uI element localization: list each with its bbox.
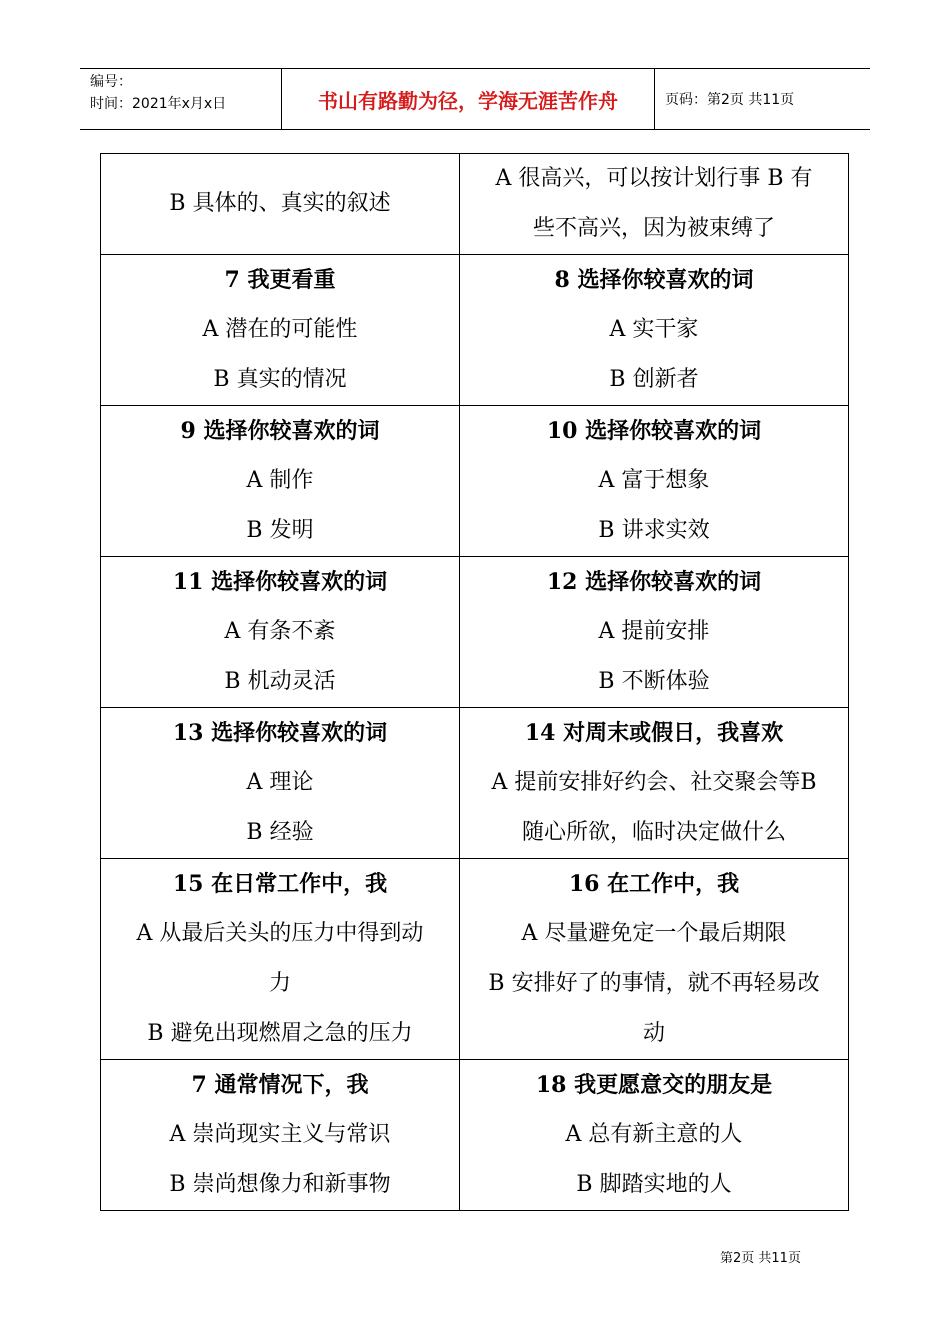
question-cell-right [460, 1060, 849, 1211]
question-title: 8 选择你较喜欢的词 [554, 267, 754, 293]
option-line: A 提前安排 [598, 619, 710, 644]
question-cell-left [101, 1060, 460, 1211]
question-cell-right [460, 255, 849, 406]
option-line: A 崇尚现实主义与常识 [169, 1122, 391, 1147]
question-title: 18 我更愿意交的朋友是 [535, 1072, 773, 1098]
question-title: 9 选择你较喜欢的词 [180, 418, 380, 444]
option-line: B 安排好了的事情，就不再轻易改 [488, 971, 820, 996]
question-title: 12 选择你较喜欢的词 [546, 569, 762, 595]
option-line: B 避免出现燃眉之急的压力 [147, 1021, 413, 1046]
question-title: 11 选择你较喜欢的词 [172, 569, 388, 595]
question-row [101, 406, 849, 557]
question-row [101, 557, 849, 708]
question-row [101, 859, 849, 1060]
option-line: B 真实的情况 [213, 367, 347, 392]
header-meta [80, 69, 282, 129]
option-line: A 实干家 [609, 317, 699, 342]
option-line: 随心所欲，临时决定做什么 [521, 820, 786, 845]
question-cell-left [101, 557, 460, 708]
motto: 书山有路勤为径，学海无涯苦作舟 [282, 69, 655, 129]
option-line: B 脚踏实地的人 [576, 1172, 732, 1197]
question-cell-right [460, 406, 849, 557]
question-title: 7 通常情况下，我 [191, 1072, 369, 1098]
option-line: A 尽量避免定一个最后期限 [521, 921, 787, 946]
question-cell-left [101, 406, 460, 557]
question-cell-right [460, 859, 849, 1060]
question-row [101, 708, 849, 859]
page-header [80, 68, 870, 130]
question-row [101, 1060, 849, 1211]
option-line: A 理论 [246, 770, 314, 795]
question-cell-right [460, 557, 849, 708]
option-line: A 潜在的可能性 [202, 317, 358, 342]
page-footer: 第2页 共11页 [720, 1251, 801, 1266]
option-line: B 崇尚想像力和新事物 [169, 1172, 391, 1197]
question-title: 7 我更看重 [224, 267, 336, 293]
question-row [101, 154, 849, 255]
option-line: A 很高兴，可以按计划行事 B 有 [495, 166, 813, 191]
question-cell-right [460, 154, 849, 255]
option-line: A 富于想象 [598, 468, 710, 493]
option-line: B 具体的、真实的叙述 [169, 191, 391, 216]
question-cell-right [460, 708, 849, 859]
option-line: B 发明 [246, 518, 314, 543]
option-line: 动 [642, 1021, 665, 1046]
option-line: A 提前安排好约会、社交聚会等B [491, 770, 817, 795]
time-label: 时间：2021年x月x日 [90, 96, 227, 112]
option-line: A 从最后关头的压力中得到动 [136, 921, 424, 946]
option-line: 些不高兴，因为被束缚了 [532, 216, 775, 241]
question-cell-left [101, 154, 460, 255]
option-line: A 有条不紊 [224, 619, 336, 644]
question-title: 14 对周末或假日，我喜欢 [524, 720, 784, 746]
question-title: 15 在日常工作中，我 [172, 871, 388, 897]
question-row [101, 255, 849, 406]
question-title: 10 选择你较喜欢的词 [546, 418, 762, 444]
questionnaire-table [100, 153, 849, 1211]
question-cell-left [101, 859, 460, 1060]
question-title: 13 选择你较喜欢的词 [172, 720, 388, 746]
option-line: B 讲求实效 [598, 518, 710, 543]
code-label: 编号： [90, 74, 132, 90]
option-line: B 创新者 [609, 367, 699, 392]
option-line: B 机动灵活 [224, 669, 336, 694]
header-page-info: 页码：第2页 共11页 [665, 92, 795, 108]
question-title: 16 在工作中，我 [568, 871, 740, 897]
option-line: A 总有新主意的人 [565, 1122, 743, 1147]
option-line: B 不断体验 [598, 669, 710, 694]
option-line: A 制作 [246, 468, 314, 493]
option-line: B 经验 [246, 820, 314, 845]
question-cell-left [101, 708, 460, 859]
option-line: 力 [268, 971, 291, 996]
questionnaire-body [101, 154, 849, 1211]
question-cell-left [101, 255, 460, 406]
